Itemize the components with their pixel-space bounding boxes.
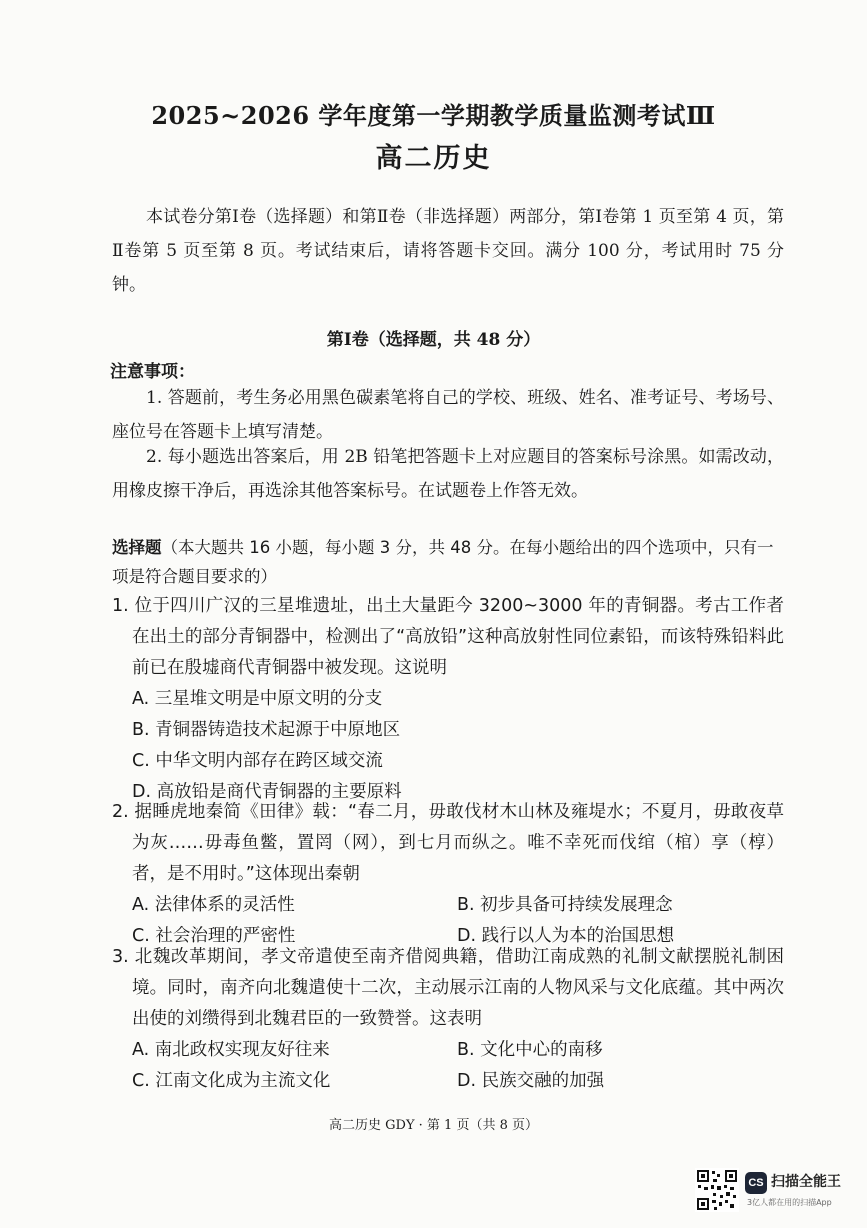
scanner-watermark [695,1168,855,1218]
question-stem: 1. 位于四川广汉的三星堆遗址，出土大量距今 3200~3000 年的青铜器。考古工作者在出土的部分青铜器中，检测出了“高放铅”这种高放射性同位素铅，而该特殊铅料此前已在殷墟商代青铜器中被发现。这说明 [112,596,784,678]
option-d: D. 民族交融的加强 [457,1071,605,1091]
option-c: C. 中华文明内部存在跨区域交流 [132,751,383,771]
exam-title: 2025~2026 学年度第一学期教学质量监测考试Ⅲ [151,101,716,130]
option-d: D. 高放铅是商代青铜器的主要原料 [132,782,402,802]
option-c: C. 江南文化成为主流文化 [132,1071,331,1091]
intro-paragraph: 本试卷分第Ⅰ卷（选择题）和第Ⅱ卷（非选择题）两部分，第Ⅰ卷第 1 页至第 4 页，第Ⅱ卷第 5 页至第 8 页。考试结束后，请将答题卡交回。满分 100 分，考试用时 75 分钟。 [112,207,784,295]
option-d: D. 践行以人为本的治国思想 [457,926,675,946]
option-a: A. 三星堆文明是中原文明的分支 [132,689,383,709]
notice-title: 注意事项： [110,362,195,382]
option-a: A. 南北政权实现友好往来 [132,1040,330,1060]
notice-item: 1. 答题前，考生务必用黑色碳素笔将自己的学校、班级、姓名、准考证号、考场号、座位号在答题卡上填写清楚。 [112,388,784,442]
option-a: A. 法律体系的灵活性 [132,895,295,915]
option-b: B. 初步具备可持续发展理念 [457,895,673,915]
multiple-choice-header [112,533,784,591]
question-3 [112,942,784,1097]
option-b: B. 青铜器铸造技术起源于中原地区 [132,720,401,740]
page-footer: 高二历史 GDY · 第 1 页（共 8 页） [329,1118,538,1133]
question-stem: 3. 北魏改革期间，孝文帝遣使至南齐借阅典籍，借助江南成熟的礼制文献摆脱礼制困境。同时，南齐向北魏遣使十二次，主动展示江南的人物风采与文化底蕴。其中两次出使的刘缵得到北魏君臣的一致赞誉。这表明 [112,947,784,1029]
option-c: C. 社会治理的严密性 [132,926,296,946]
question-stem: 2. 据睡虎地秦简《田律》载：“春二月，毋敢伐材木山林及雍堤水；不夏月，毋敢夜草为灰……毋毒鱼鳖，置罔（网），到七月而纵之。唯不幸死而伐绾（棺）享（椁）者，是不用时。”这体现出秦朝 [112,802,784,884]
notice-item: 2. 每小题选出答案后，用 2B 铅笔把答题卡上对应题目的答案标号涂黑。如需改动，用橡皮擦干净后，再选涂其他答案标号。在试题卷上作答无效。 [112,447,784,501]
section-heading: 第Ⅰ卷（选择题，共 48 分） [326,330,541,350]
mc-label: 选择题 [112,538,162,557]
subject-title: 高二历史 [375,143,492,174]
qr-code-icon [695,1168,739,1212]
mc-instruction: （本大题共 16 小题，每小题 3 分，共 48 分。在每小题给出的四个选项中，只有一项是符合题目要求的） [112,538,774,586]
question-1 [112,591,784,808]
option-b: B. 文化中心的南移 [457,1040,603,1060]
scanner-tagline: 3亿人都在用的扫描App [747,1198,832,1207]
cs-scanner-icon: CS [745,1172,767,1194]
scanner-app-name: 扫描全能王 [771,1174,841,1190]
question-2 [112,797,784,952]
